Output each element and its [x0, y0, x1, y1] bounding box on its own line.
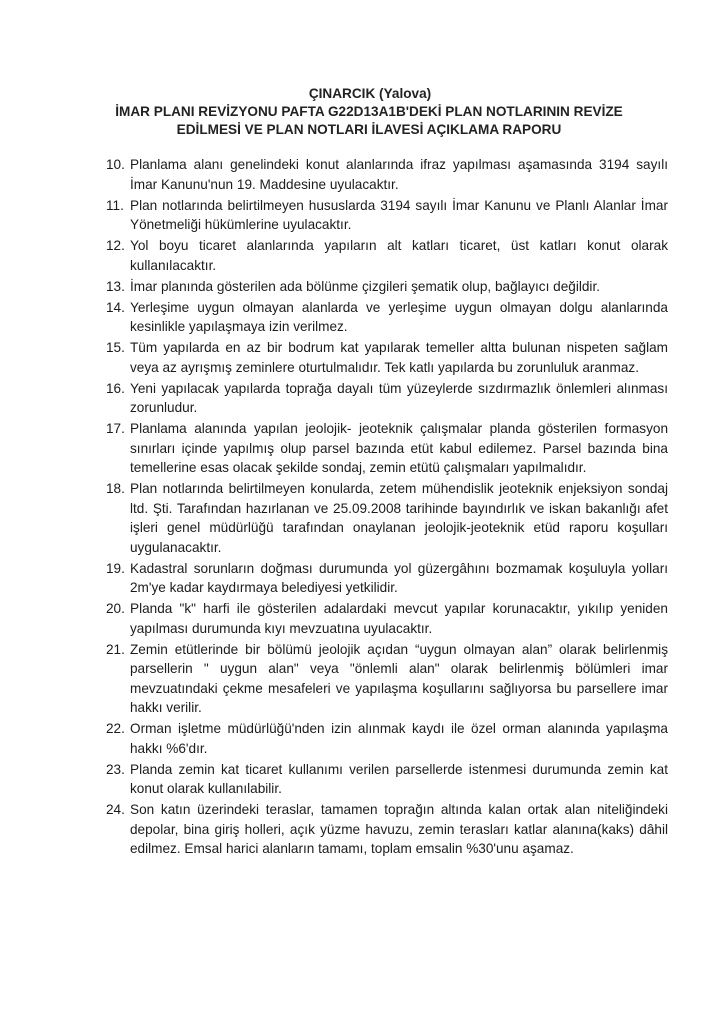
- note-text: Son katın üzerindeki teraslar, tamamen toprağın altında kalan ortak alan niteliğindeki depolar, bina giriş holleri, açık yüzme havuzu, zemin terasları katlar alanına(kaks) dâhil edilmez. Emsal harici alanların tamamı, toplam emsalin %30'unu aşamaz.: [130, 802, 668, 856]
- note-text: Zemin etütlerinde bir bölümü jeolojik açıdan “uygun olmayan alan” olarak belirlenmiş parsellerin " uygun alan" veya "önlemli alan" olarak belirlenmiş bölümleri imar mevzuatındaki çekme mesafeleri ve yapılaşma koşullarını sağlıyorsa bu parsellere imar hakkı verilir.: [130, 641, 668, 715]
- note-text: Orman işletme müdürlüğü'nden izin alınmak kaydı ile özel orman alanında yapılaşma hakkı %6'dır.: [130, 721, 668, 756]
- plan-note: [108, 719, 668, 758]
- note-number: 21.: [106, 641, 125, 657]
- note-number: 18.: [106, 481, 125, 496]
- plan-note: [108, 760, 668, 799]
- note-number: 15.: [106, 340, 125, 355]
- note-text: Planlama alanında yapılan jeolojik- jeoteknik çalışmalar planda gösterilen formasyon sınırları içinde yapılmış olup parsel bazında etüt kabul edilemez. Parsel bazında bina temellerine esas olacak şekilde sondaj, zemin etütü çalışmaları yapılmalıdır.: [130, 421, 668, 475]
- plan-note: [108, 800, 668, 859]
- plan-note: [108, 338, 668, 377]
- note-number: 17.: [106, 421, 125, 436]
- plan-notes-list: [108, 155, 668, 860]
- note-number: 19.: [106, 560, 125, 576]
- note-text: Yerleşime uygun olmayan alanlarda ve yerleşime uygun olmayan dolgu alanlarında kesinlikle yapılaşmaya izin verilmez.: [130, 299, 668, 334]
- note-number: 14.: [106, 299, 125, 315]
- plan-note: [108, 236, 668, 275]
- plan-note: [108, 298, 668, 337]
- document-subtitle-line1: İMAR PLANI REVİZYONU PAFTA G22D13A1B'DEKİ PLAN NOTLARININ REVİZE: [115, 104, 623, 119]
- note-number: 20.: [106, 601, 125, 616]
- note-text: Kadastral sorunların doğması durumunda yol güzergâhını bozmamak koşuluyla yolları 2m'ye kadar kaydırmaya belediyesi yetkilidir.: [130, 560, 668, 595]
- document-title: ÇINARCIK (Yalova): [308, 86, 432, 101]
- plan-note: [108, 196, 668, 235]
- note-number: 16.: [106, 380, 125, 396]
- note-text: Yeni yapılacak yapılarda toprağa dayalı tüm yüzeylerde sızdırmazlık önlemleri alınması zorunludur.: [130, 380, 668, 415]
- note-text: Planda zemin kat ticaret kullanımı verilen parsellerde istenmesi durumunda zemin kat konut olarak kullanılabilir.: [130, 761, 668, 796]
- note-number: 22.: [106, 721, 125, 736]
- plan-note: [108, 155, 668, 194]
- plan-note: [108, 640, 668, 718]
- plan-note: [108, 277, 668, 297]
- note-number: 13.: [106, 278, 125, 294]
- plan-note: [108, 379, 668, 418]
- note-text: Planda "k" harfi ile gösterilen adalardaki mevcut yapılar korunacaktır, yıkılıp yeniden yapılması durumunda kıyı mevzuatına uyulacaktır.: [130, 601, 668, 636]
- note-text: Tüm yapılarda en az bir bodrum kat yapılarak temeller altta bulunan nispeten sağlam veya az ayrışmış zeminlere oturtulmalıdır. Tek katlı yapılarda bu zorunluluk aranmaz.: [130, 340, 668, 375]
- note-number: 10.: [106, 157, 125, 172]
- document-header: [0, 85, 724, 139]
- note-number: 11.: [106, 197, 124, 213]
- note-number: 12.: [106, 238, 125, 253]
- note-number: 23.: [106, 761, 125, 777]
- note-text: Yol boyu ticaret alanlarında yapıların alt katları ticaret, üst katları konut olarak kullanılacaktır.: [130, 238, 668, 273]
- plan-note: [108, 599, 668, 638]
- note-text: Plan notlarında belirtilmeyen konularda, zetem mühendislik jeoteknik enjeksiyon sondaj ltd. Şti. Tarafından hazırlanan ve 25.09.2008 tarihinde bayındırlık ve iskan bakanlığı afet işleri genel müdürlüğü tarafından onaylanan jeolojik-jeoteknik etüd raporu koşulları uygulanacaktır.: [130, 481, 668, 555]
- document-subtitle-line2: EDİLMESİ VE PLAN NOTLARI İLAVESİ AÇIKLAMA RAPORU: [176, 122, 562, 137]
- plan-note: [108, 419, 668, 478]
- note-number: 24.: [106, 802, 125, 817]
- plan-note: [108, 479, 668, 557]
- note-text: Plan notlarında belirtilmeyen hususlarda 3194 sayılı İmar Kanunu ve Planlı Alanlar İmar Yönetmeliği hükümlerine uyulacaktır.: [130, 197, 668, 232]
- plan-note: [108, 559, 668, 598]
- note-text: Planlama alanı genelindeki konut alanlarında ifraz yapılması aşamasında 3194 sayılı İmar Kanunu'nun 19. Maddesine uyulacaktır.: [130, 157, 668, 192]
- note-text: İmar planında gösterilen ada bölünme çizgileri şematik olup, bağlayıcı değildir.: [130, 278, 600, 294]
